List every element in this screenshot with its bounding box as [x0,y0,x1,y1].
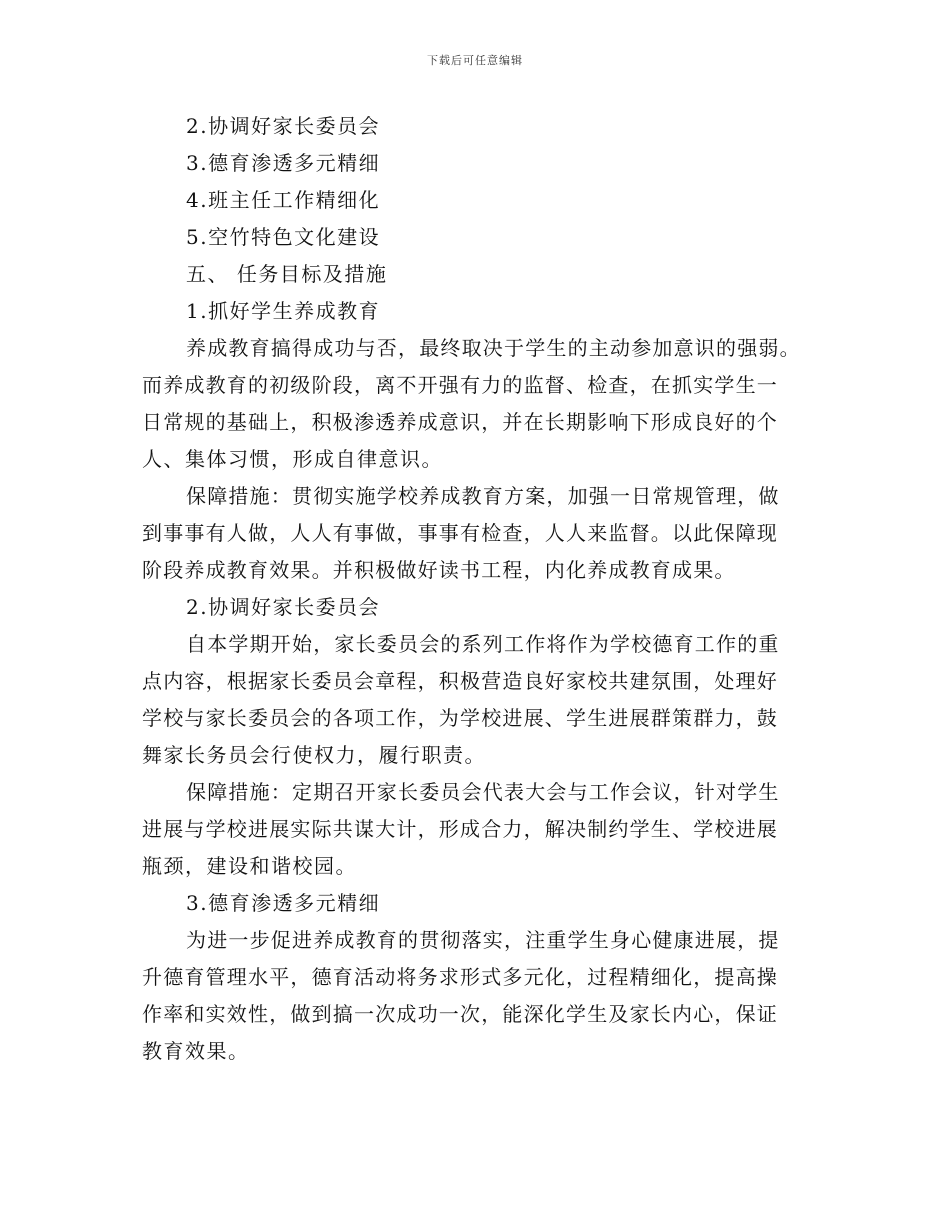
text-line: 日常规的基础上，积极渗透养成意识，并在长期影响下形成良好的个 [142,410,778,434]
text-line: 教育效果。 [142,1039,250,1063]
text-line: 自本学期开始，家长委员会的系列工作将作为学校德育工作的重 [186,632,780,656]
text-line: 保障措施：定期召开家长委员会代表大会与工作会议，针对学生 [186,780,780,804]
text-line: 进展与学校进展实际共谋大计，形成合力，解决制约学生、学校进展 [142,817,778,841]
page-header: 下载后可任意编辑 [427,54,523,67]
text-line: 为进一步促进养成教育的贯彻落实，注重学生身心健康进展，提 [186,928,780,952]
text-line: 养成教育搞得成功与否，最终取决于学生的主动参加意识的强弱。 [186,336,801,360]
text-line: 5.空竹特色文化建设 [186,225,381,249]
text-line: 学校与家长委员会的各项工作，为学校进展、学生进展群策群力，鼓 [142,706,778,730]
text-line: 3.德育渗透多元精细 [186,151,381,175]
text-line: 瓶颈，建设和谐校园。 [142,854,357,878]
text-line: 2.协调好家长委员会 [186,114,381,138]
text-line: 阶段养成教育效果。并积极做好读书工程，内化养成教育成果。 [142,558,736,582]
document-body [142,108,802,1070]
text-line: 点内容，根据家长委员会章程，积极营造良好家校共建氛围，处理好 [142,669,778,693]
text-line: 4.班主任工作精细化 [186,188,381,212]
text-line: 升德育管理水平，德育活动将务求形式多元化，过程精细化，提高操 [142,965,778,989]
text-line: 而养成教育的初级阶段，离不开强有力的监督、检查，在抓实学生一 [142,373,778,397]
text-line: 2.协调好家长委员会 [186,595,381,619]
text-line: 保障措施：贯彻实施学校养成教育方案，加强一日常规管理，做 [186,484,780,508]
text-line: 到事事有人做，人人有事做，事事有检查，人人来监督。以此保障现 [142,521,778,545]
text-line: 1.抓好学生养成教育 [186,299,381,323]
text-line: 作率和实效性，做到搞一次成功一次，能深化学生及家长内心，保证 [142,1002,778,1026]
text-line: 五、 任务目标及措施 [186,262,388,286]
text-line: 3.德育渗透多元精细 [186,891,381,915]
text-line: 人、集体习惯，形成自律意识。 [142,447,443,471]
text-line: 舞家长务员会行使权力，履行职责。 [142,743,486,767]
